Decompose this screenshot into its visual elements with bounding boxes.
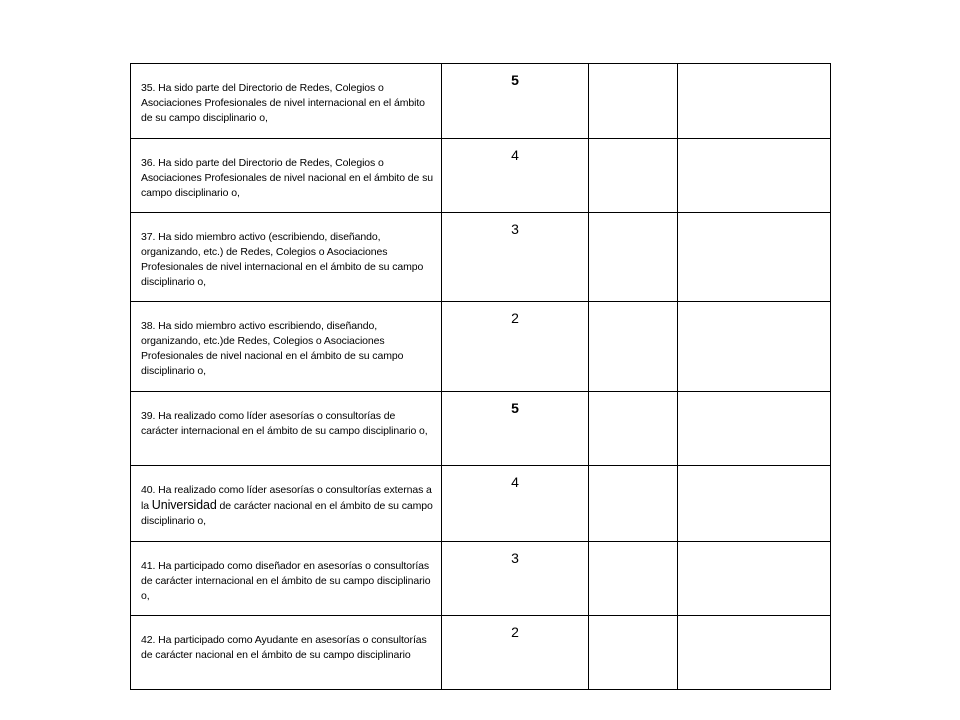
criterion-text: 36. Ha sido parte del Directorio de Redes, Colegios o Asociaciones Profesionales de nivel nacional en el ámbito de su campo disciplinario o,: [131, 139, 442, 213]
criterion-text: 38. Ha sido miembro activo escribiendo, diseñando, organizando, etc.)de Redes, Colegios o Asociaciones Profesionales de nivel nacional en el ámbito de su campo disciplinario o,: [131, 302, 442, 392]
empty-cell: [678, 139, 831, 213]
criteria-table-container: [130, 63, 830, 690]
table-row: [131, 616, 831, 690]
empty-cell: [589, 139, 678, 213]
criterion-text-part: de carácter nacional en el ámbito de su campo disciplinario o,: [141, 500, 433, 527]
empty-cell: [678, 213, 831, 302]
criterion-score: 5: [442, 64, 589, 139]
empty-cell: [589, 616, 678, 690]
criterion-score: 4: [442, 139, 589, 213]
criterion-score: 3: [442, 213, 589, 302]
table-row: [131, 466, 831, 542]
criterion-score: 2: [442, 616, 589, 690]
table-row: [131, 64, 831, 139]
criterion-text-emphasis: Universidad: [151, 498, 217, 512]
table-row: [131, 139, 831, 213]
criterion-score: 3: [442, 542, 589, 616]
empty-cell: [589, 64, 678, 139]
empty-cell: [589, 466, 678, 542]
criterion-text: 41. Ha participado como diseñador en asesorías o consultorías de carácter internacional en el ámbito de su campo disciplinario o,: [131, 542, 442, 616]
table-row: [131, 542, 831, 616]
criterion-score: 2: [442, 302, 589, 392]
empty-cell: [678, 302, 831, 392]
empty-cell: [678, 392, 831, 466]
criterion-score: 4: [442, 466, 589, 542]
empty-cell: [589, 542, 678, 616]
criterion-text-part: 40. Ha realizado como líder asesorías o consultorías externas a la: [141, 484, 432, 512]
criterion-text: 42. Ha participado como Ayudante en asesorías o consultorías de carácter nacional en el ámbito de su campo disciplinario: [131, 616, 442, 690]
criteria-table: [130, 63, 831, 690]
empty-cell: [589, 392, 678, 466]
table-row: [131, 213, 831, 302]
empty-cell: [678, 542, 831, 616]
criterion-text: [131, 466, 442, 542]
empty-cell: [589, 302, 678, 392]
criterion-text: 35. Ha sido parte del Directorio de Redes, Colegios o Asociaciones Profesionales de nivel internacional en el ámbito de su campo disciplinario o,: [131, 64, 442, 139]
empty-cell: [678, 616, 831, 690]
criterion-text: 39. Ha realizado como líder asesorías o consultorías de carácter internacional en el ámbito de su campo disciplinario o,: [131, 392, 442, 466]
table-row: [131, 392, 831, 466]
empty-cell: [678, 64, 831, 139]
empty-cell: [678, 466, 831, 542]
criterion-text: 37. Ha sido miembro activo (escribiendo, diseñando, organizando, etc.) de Redes, Colegios o Asociaciones Profesionales de nivel internacional en el ámbito de su campo disciplinario o,: [131, 213, 442, 302]
criterion-score: 5: [442, 392, 589, 466]
table-row: [131, 302, 831, 392]
empty-cell: [589, 213, 678, 302]
